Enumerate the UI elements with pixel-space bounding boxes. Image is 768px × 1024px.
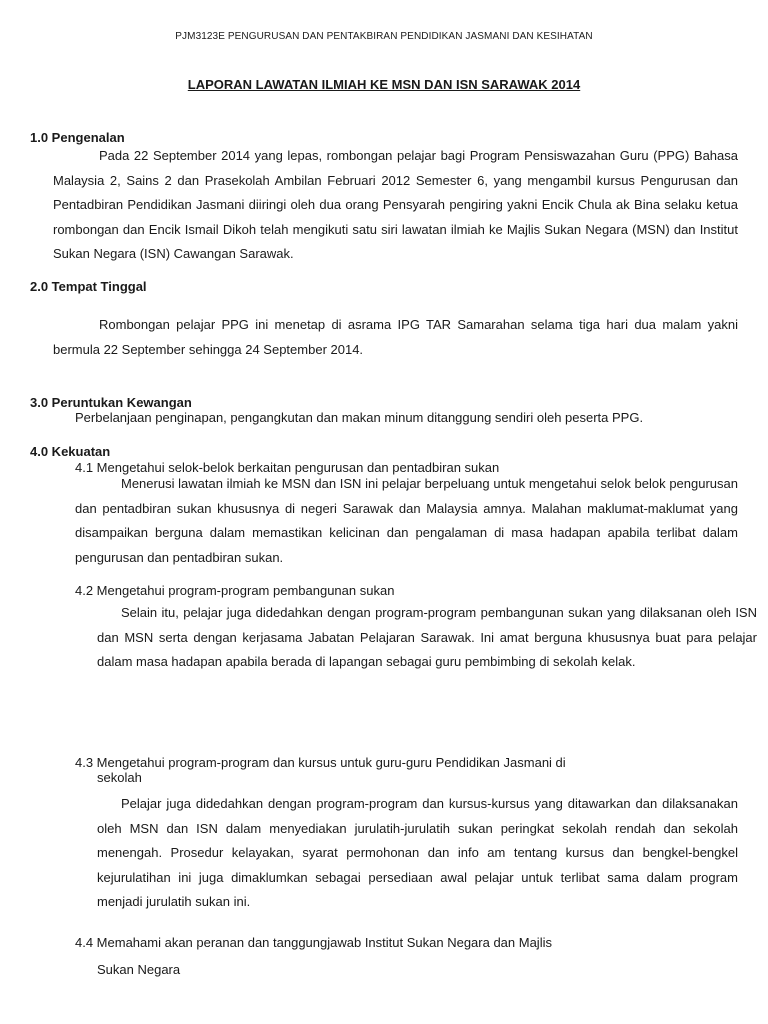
section-3-heading: 3.0 Peruntukan Kewangan <box>30 395 192 410</box>
section-2-heading: 2.0 Tempat Tinggal <box>30 279 147 294</box>
subsection-4-4-title-line1: 4.4 Memahami akan peranan dan tanggungjawab Institut Sukan Negara dan Majlis <box>75 935 552 950</box>
subsection-4-3-body: Pelajar juga didedahkan dengan program-program dan kursus-kursus yang ditawarkan dan dilaksanakan oleh MSN dan ISN dalam menyediakan jurulatih-jurulatih sukan peringkat sekolah rendah dan sekolah menengah. Prosedur kelayakan, syarat permohonan dan info am tentang kursus dan bengkel-bengkel kejurulatihan ini juga dimaklumkan sebagai persediaan awal pelajar untuk terlibat sama dalam program menjadi jurulatih sukan ini. <box>97 796 738 909</box>
subsection-4-1-title: 4.1 Mengetahui selok-belok berkaitan pengurusan dan pentadbiran sukan <box>75 460 500 475</box>
subsection-4-2-title: 4.2 Mengetahui program-program pembangunan sukan <box>75 583 395 598</box>
section-1-heading: 1.0 Pengenalan <box>30 130 125 145</box>
section-2-body: Rombongan pelajar PPG ini menetap di asrama IPG TAR Samarahan selama tiga hari dua malam yakni bermula 22 September sehingga 24 September 2014. <box>53 317 738 357</box>
subsection-4-4-title-line2: Sukan Negara <box>97 962 181 977</box>
report-title: LAPORAN LAWATAN ILMIAH KE MSN DAN ISN SARAWAK 2014 <box>187 77 581 92</box>
subsection-4-3-title-line1: 4.3 Mengetahui program-program dan kursus untuk guru-guru Pendidikan Jasmani di <box>75 755 566 770</box>
subsection-4-1-body: Menerusi lawatan ilmiah ke MSN dan ISN ini pelajar berpeluang untuk mengetahui selok belok pengurusan dan pentadbiran sukan khususnya di negeri Sarawak dan Malaysia amnya. Malahan maklumat-maklumat yang disampaikan berguna dalam memastikan kelicinan dan pengalaman di masa hadapan apabila terlibat dalam pengurusan dan pentadbiran sukan. <box>75 476 738 565</box>
subsection-4-2-body: Selain itu, pelajar juga didedahkan dengan program-program pembangunan sukan yang dilaksanan oleh ISN dan MSN serta dengan kerjasama Jabatan Pelajaran Sarawak. Ini amat berguna khususnya buat para pelajar dalam masa hadapan apabila berada di lapangan sebagai guru pembimbing di sekolah kelak. <box>97 605 757 669</box>
section-3-body: Perbelanjaan penginapan, pengangkutan dan makan minum ditanggung sendiri oleh peserta PPG. <box>75 410 644 425</box>
course-header: PJM3123E PENGURUSAN DAN PENTAKBIRAN PENDIDIKAN JASMANI DAN KESIHATAN <box>175 31 593 42</box>
subsection-4-3-title-line2: sekolah <box>97 770 142 785</box>
section-1-body: Pada 22 September 2014 yang lepas, rombongan pelajar bagi Program Pensiswazahan Guru (PPG) Bahasa Malaysia 2, Sains 2 dan Prasekolah Ambilan Februari 2012 Semester 6, yang mengambil kursus Pengurusan dan Pentadbiran Pendidikan Jasmani diiringi oleh dua orang Pensyarah pengiring yakni Encik Chula ak Bina selaku ketua rombongan dan Encik Ismail Dikoh telah mengikuti satu siri lawatan ilmiah ke Majlis Sukan Negara (MSN) dan Institut Sukan Negara (ISN) Cawangan Sarawak. <box>53 148 738 261</box>
section-4-heading: 4.0 Kekuatan <box>30 444 111 459</box>
